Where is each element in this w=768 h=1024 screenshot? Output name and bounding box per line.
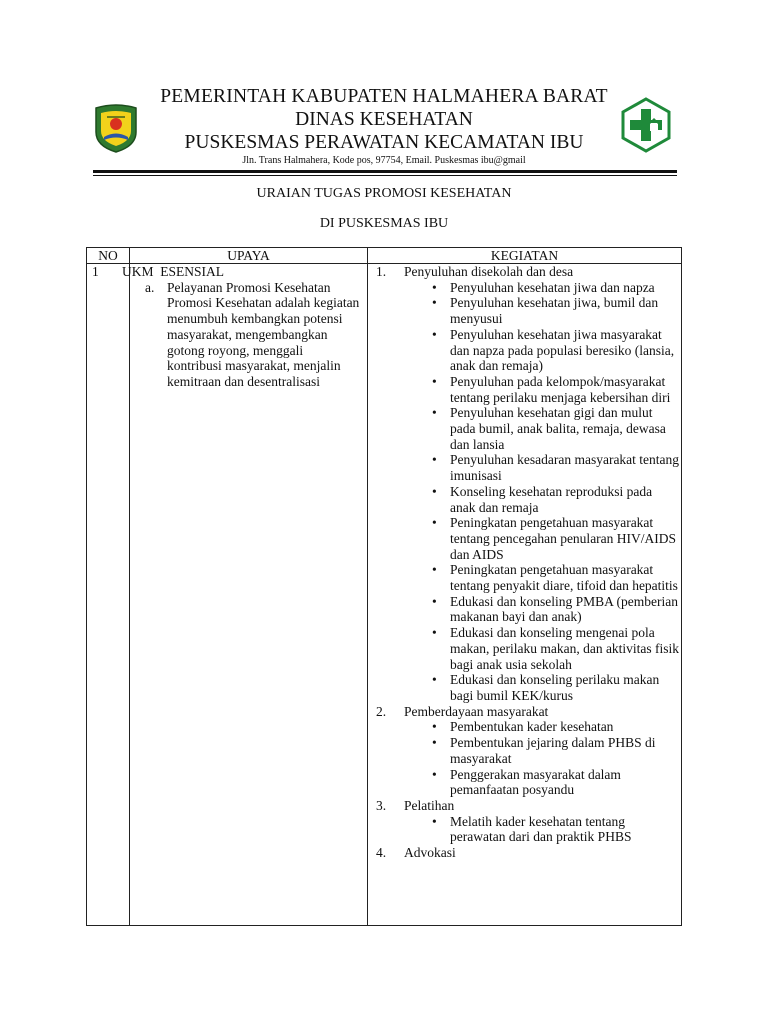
section-title-text: Pelatihan <box>404 797 455 813</box>
bullet-icon: • <box>432 515 437 531</box>
activity-text: Penyuluhan kesehatan gigi dan mulut pada bumil, anak balita, remaja, dewasa dan lansia <box>450 405 666 452</box>
kegiatan-section <box>370 798 680 845</box>
bullet-icon: • <box>432 593 437 609</box>
activity-text: Edukasi dan konseling mengenai pola makan, perilaku makan, dan aktivitas fisik bagi anak usia sekolah <box>450 625 680 672</box>
column-divider <box>367 248 368 925</box>
activity-item <box>370 594 680 625</box>
header-government: PEMERINTAH KABUPATEN HALMAHERA BARAT <box>160 86 608 107</box>
col-header-no: NO <box>98 248 118 263</box>
activity-item <box>370 280 680 296</box>
bullet-icon: • <box>432 295 437 311</box>
activity-text: Melatih kader kesehatan tentang perawatan dari dan praktik PHBS <box>450 813 632 845</box>
upaya-item <box>145 280 360 390</box>
section-title-text: Pemberdayaan masyarakat <box>404 703 549 719</box>
activity-item <box>370 767 680 798</box>
regency-emblem-icon <box>92 104 140 154</box>
kegiatan-section <box>370 264 680 704</box>
document-title: URAIAN TUGAS PROMOSI KESEHATAN <box>256 186 512 201</box>
activity-text: Konseling kesehatan reproduksi pada anak dan remaja <box>450 483 653 515</box>
activity-text: Pembentukan kader kesehatan <box>450 719 614 735</box>
section-title-text: Advokasi <box>404 845 456 861</box>
activity-item <box>370 814 680 845</box>
activity-item <box>370 374 680 405</box>
header-clinic: PUSKESMAS PERAWATAN KECAMATAN IBU <box>184 132 584 153</box>
activity-text: Penyuluhan kesehatan jiwa, bumil dan menyusui <box>450 295 659 327</box>
activity-text: Penggerakan masyarakat dalam pemanfaatan posyandu <box>450 766 621 798</box>
bullet-icon: • <box>432 813 437 829</box>
bullet-icon: • <box>432 326 437 342</box>
header-rule-thick <box>93 170 677 173</box>
kegiatan-cell <box>370 264 680 861</box>
activity-item <box>370 735 680 766</box>
header-agency: DINAS KESEHATAN <box>295 109 473 130</box>
activity-item <box>370 484 680 515</box>
kegiatan-section <box>370 704 680 798</box>
bullet-icon: • <box>432 735 437 751</box>
col-header-upaya: UPAYA <box>227 248 270 263</box>
bullet-icon: • <box>432 279 437 295</box>
activity-text: Edukasi dan konseling PMBA (pemberian makanan bayi dan anak) <box>450 593 678 625</box>
document-subtitle: DI PUSKESMAS IBU <box>319 216 449 231</box>
activity-item <box>370 562 680 593</box>
section-number: 3. <box>376 797 387 813</box>
bullet-icon: • <box>432 405 437 421</box>
activity-item <box>370 295 680 326</box>
bullet-icon: • <box>432 373 437 389</box>
bullet-icon: • <box>432 625 437 641</box>
bullet-icon: • <box>432 483 437 499</box>
kegiatan-section-title <box>376 845 680 861</box>
activity-item <box>370 327 680 374</box>
task-table <box>86 247 682 926</box>
activity-text: Penyuluhan kesadaran masyarakat tentang imunisasi <box>450 452 680 484</box>
activity-item <box>370 672 680 703</box>
section-number: 2. <box>376 703 387 719</box>
section-title-text: Penyuluhan disekolah dan desa <box>404 264 574 279</box>
section-number: 4. <box>376 845 387 861</box>
activity-item <box>370 625 680 672</box>
activity-item <box>370 719 680 735</box>
section-number: 1. <box>376 264 387 279</box>
activity-text: Pembentukan jejaring dalam PHBS di masyarakat <box>450 735 656 766</box>
upaya-title: UKM ESENSIAL <box>122 264 225 279</box>
activity-list <box>370 814 680 845</box>
col-header-kegiatan: KEGIATAN <box>490 248 559 263</box>
upaya-item-marker: a. <box>145 279 155 295</box>
bullet-icon: • <box>432 562 437 578</box>
activity-text: Edukasi dan konseling perilaku makan bagi bumil KEK/kurus <box>450 672 660 703</box>
activity-text: Penyuluhan kesehatan jiwa masyarakat dan napza pada populasi beresiko (lansia, anak dan remaja) <box>450 326 675 374</box>
kegiatan-section <box>370 845 680 861</box>
header-address: Jln. Trans Halmahera, Kode pos, 97754, Email. Puskesmas ibu@gmail <box>242 155 526 166</box>
puskesmas-logo-icon <box>620 97 672 153</box>
kegiatan-section-title <box>376 704 680 720</box>
activity-item <box>370 515 680 562</box>
activity-text: Peningkatan pengetahuan masyarakat tentang penyakit diare, tifoid dan hepatitis <box>450 562 678 594</box>
kegiatan-section-title <box>376 264 680 280</box>
activity-item <box>370 452 680 483</box>
kegiatan-section-title <box>376 798 680 814</box>
bullet-icon: • <box>432 766 437 782</box>
activity-text: Peningkatan pengetahuan masyarakat tentang pencegahan penularan HIV/AIDS dan AIDS <box>450 515 677 562</box>
activity-text: Penyuluhan pada kelompok/masyarakat tentang perilaku menjaga kebersihan diri <box>450 373 671 405</box>
activity-list <box>370 719 680 798</box>
upaya-cell <box>122 264 360 390</box>
bullet-icon: • <box>432 452 437 468</box>
activity-text: Penyuluhan kesehatan jiwa dan napza <box>450 279 655 295</box>
bullet-icon: • <box>432 719 437 735</box>
bullet-icon: • <box>432 672 437 688</box>
activity-list <box>370 280 680 704</box>
row-number: 1 <box>92 264 99 279</box>
upaya-item-text: Pelayanan Promosi Kesehatan Promosi Kesehatan adalah kegiatan menumbuh kembangkan potensi masyarakat, mengembangkan gotong royong, menggali kontribusi masyarakat, menjalin kemitraan dan desentralisasi <box>167 279 360 389</box>
activity-item <box>370 405 680 452</box>
header-rule-thin <box>93 175 677 176</box>
